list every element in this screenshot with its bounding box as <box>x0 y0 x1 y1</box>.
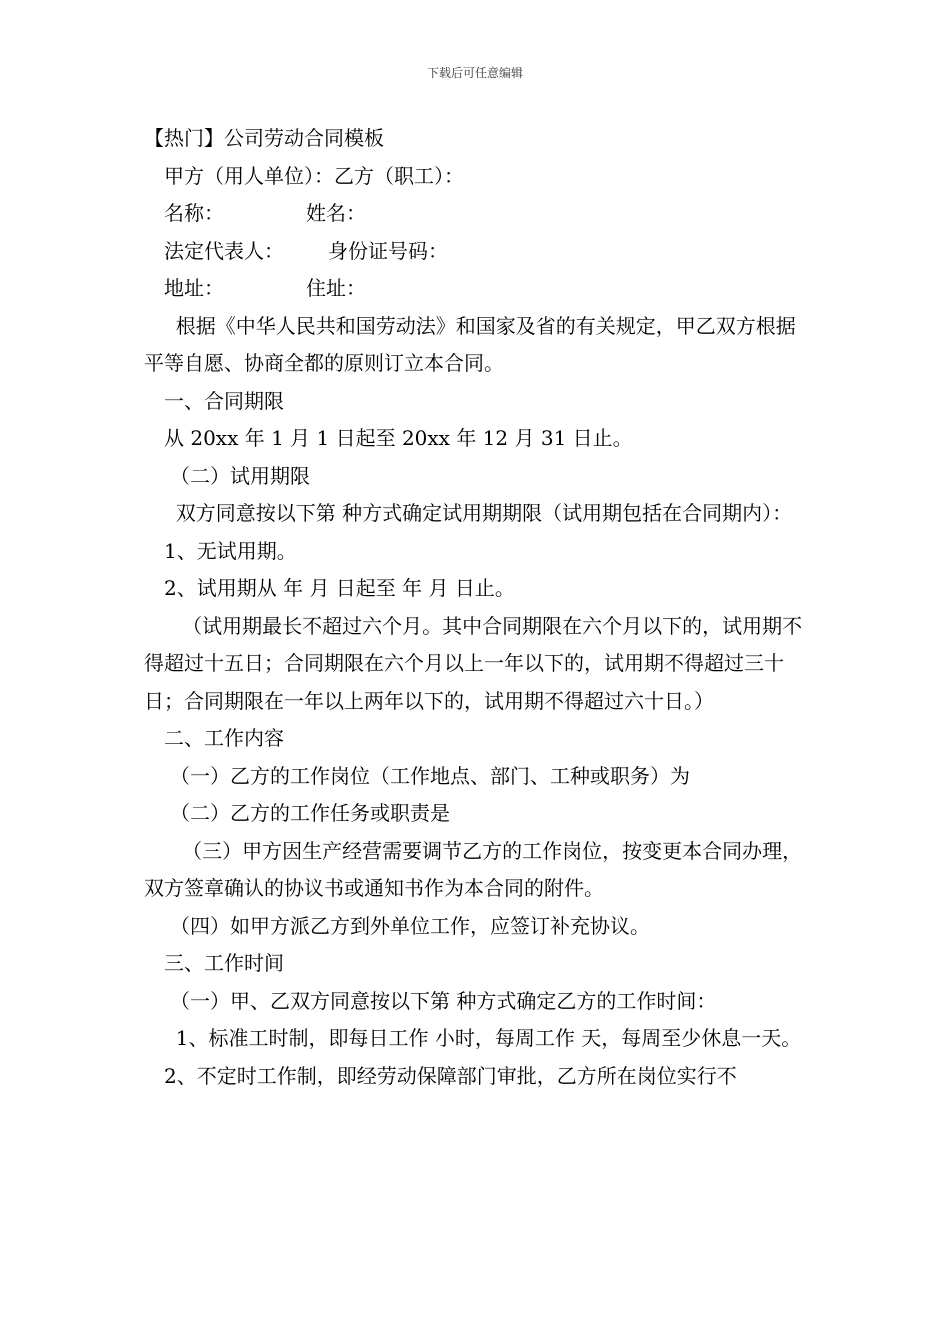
contract-term: 从 20xx 年 1 月 1 日起至 20xx 年 12 月 31 日止。 <box>164 426 633 450</box>
flexible-hours-option: 2、不定时工作制，即经劳动保障部门审批，乙方所在岗位实行不 <box>164 1063 737 1088</box>
person-name-label: 姓名： <box>306 201 366 225</box>
probation-option-2: 2、试用期从 年 月 日起至 年 月 日止。 <box>164 576 515 600</box>
intro-paragraph: 根据《中华人民共和国劳动法》和国家及省的有关规定，甲乙双方根据平等自愿、协商全都的原则订立本合同。 <box>144 313 796 375</box>
standard-hours-option: 1、标准工时制，即每日工作 小时，每周工作 天，每周至少休息一天。 <box>175 1026 802 1050</box>
section-2-title: 二、工作内容 <box>164 726 284 750</box>
page-header-note: 下载后可任意编辑 <box>426 66 523 80</box>
name-line <box>144 195 806 233</box>
work-duty-item: （二）乙方的工作任务或职责是 <box>170 801 450 825</box>
probation-intro: 双方同意按以下第 种方式确定试用期期限（试用期包括在合同期内）： <box>175 501 793 525</box>
document-body <box>144 120 806 1095</box>
legal-rep-label: 法定代表人： <box>164 238 284 263</box>
section-1-title: 一、合同期限 <box>164 388 284 413</box>
representative-line <box>144 233 806 271</box>
probation-option-1: 1、无试用期。 <box>164 538 297 563</box>
work-time-intro: （一）甲、乙双方同意按以下第 种方式确定乙方的工作时间： <box>170 988 717 1013</box>
id-number-label: 身份证号码： <box>328 238 448 263</box>
address-label: 地址： <box>164 276 224 300</box>
document-title: 【热门】公司劳动合同模板 <box>144 126 384 150</box>
name-label: 名称： <box>164 201 224 225</box>
probation-title: （二）试用期限 <box>170 463 310 488</box>
work-adjust-item: （三）甲方因生产经营需要调节乙方的工作岗位，按变更本合同办理，双方签章确认的协议书或通知书作为本合同的附件。 <box>144 838 803 900</box>
probation-note: （试用期最长不超过六个月。其中合同期限在六个月以下的，试用期不得超过十五日；合同期限在六个月以上一年以下的，试用期不得超过三十日；合同期限在一年以上两年以下的，试用期不得超过六十日。） <box>144 613 803 713</box>
party-line: 甲方（用人单位）：乙方（职工）： <box>164 163 464 188</box>
section-3-title: 三、工作时间 <box>164 951 284 975</box>
external-work-item: （四）如甲方派乙方到外单位工作，应签订补充协议。 <box>170 913 650 938</box>
address-line <box>144 270 806 308</box>
residence-label: 住址： <box>306 276 366 300</box>
work-post-item: （一）乙方的工作岗位（工作地点、部门、工种或职务）为 <box>170 763 690 788</box>
